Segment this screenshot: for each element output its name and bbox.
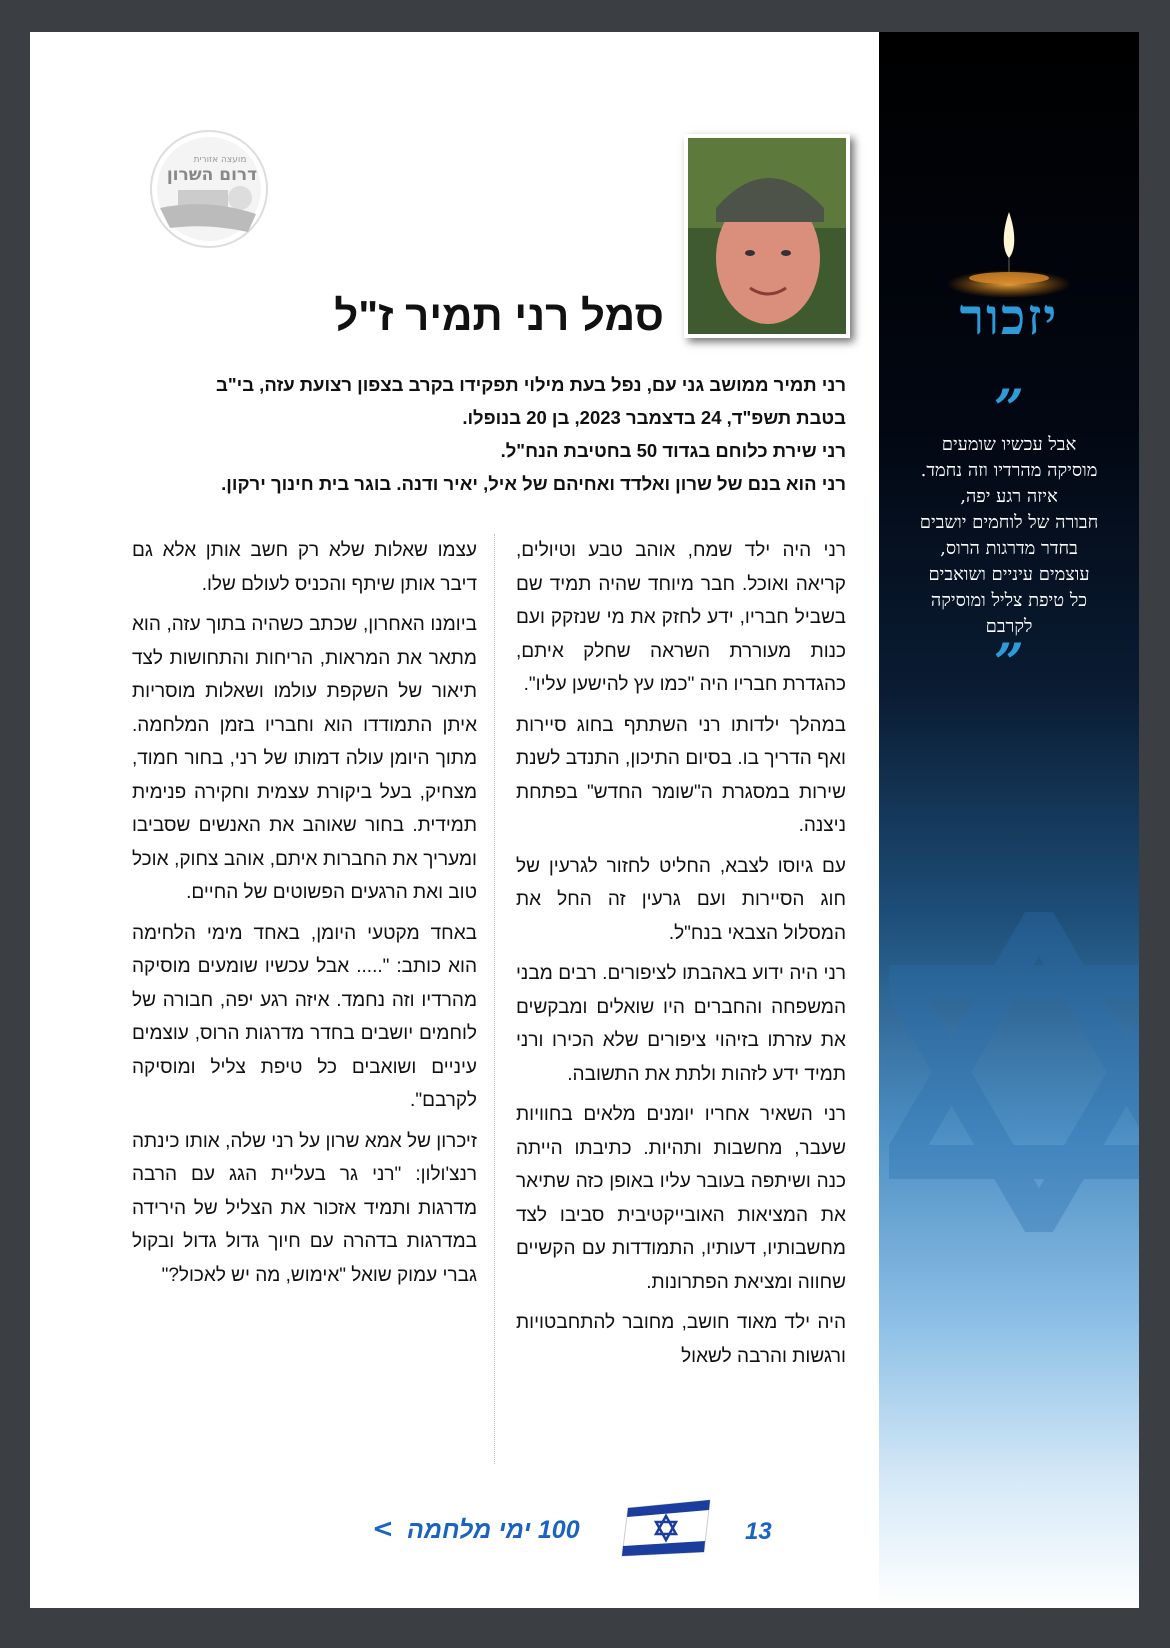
intro-line: רני שירת כלוחם בגדוד 50 בחטיבת הנח"ל. (500, 440, 846, 461)
soldier-photo (684, 134, 850, 338)
page-title: סמל רני תמיר ז"ל (334, 292, 664, 339)
council-logo (148, 128, 270, 250)
yizkor-sidebar (879, 32, 1139, 1608)
article-column-left (132, 534, 477, 1299)
paragraph: רני השאיר אחריו יומנים מלאים בחוויות שעבר, מחשבות ותהיות. כתיבתו הייתה כנה ושיתפה בעובר עליו באופן כזה שתיאר את המציאות האובייקטיבית סביבו לצד מחשבותיו, דעותיו, התמודדות עם הקשיים שחווה ומציאת הפתרונות. (516, 1104, 846, 1293)
quote-line: בחדר מדרגות הרוס, (940, 538, 1078, 559)
quote-line: איזה רגע יפה, (960, 486, 1058, 507)
page-number: 13 (745, 1518, 772, 1545)
memorial-candle-icon (944, 172, 1074, 302)
intro-line: בטבת תשפ"ד, 24 בדצמבר 2023, בן 20 בנופלו. (462, 407, 846, 428)
article-column-right (516, 534, 846, 1380)
quote-open-icon: ” (994, 379, 1024, 440)
quote-close-icon: ” (994, 633, 1024, 694)
paragraph: רני היה ידוע באהבתו לציפורים. רבים מבני המשפחה והחברים היו שואלים ומבקשים את עזרתו בזיהוי ציפורים שלא הכירו ורני תמיד ידע לזהות ולתת את התשובה. (516, 963, 846, 1085)
paragraph: היה ילד מאוד חושב, מחובר להתחבטויות ורגשות והרבה לשאול (516, 1312, 846, 1367)
paragraph: עם גיוסו לצבא, החליט לחזור לגרעין של חוג הסיירות ועם גרעין זה החל את המסלול הצבאי בנח"ל. (516, 855, 846, 944)
star-of-david-icon (889, 912, 1139, 1232)
quote-line: אבל עכשיו שומעים (941, 434, 1077, 455)
quote-line: כל טיפת צליל ומוסיקה (930, 590, 1088, 611)
footer-brand: 100 ימי מלחמה (407, 1516, 580, 1544)
israel-flag-icon (618, 1496, 718, 1560)
paragraph: באחד מקטעי היומן, באחד מימי הלחימה הוא כותב: "..... אבל עכשיו שומעים מוסיקה מהרדיו וזה נחמד. איזה רגע יפה, חבורה של לוחמים יושבים בחדר מדרגות הרוס, עוצמים עיניים ושואבים כל טיפת צליל ומוסיקה לקרבם". (132, 922, 477, 1111)
quote-line: מוסיקה מהרדיו וזה נחמד. (920, 460, 1098, 481)
paragraph: רני היה ילד שמח, אוהב טבע וטיולים, קריאה ואוכל. חבר מיוחד שהיה תמיד שם בשביל חבריו, ידע לחזק את מי שנזקק ועם כנות מעוררת השראה שחלק איתם, כהגדרת חבריו היה "כמו עץ להישען עליו". (516, 540, 846, 695)
paragraph: במהלך ילדותו רני השתתף בחוג סיירות ואף הדריך בו. בסיום התיכון, התנדב לשנת שירות במסגרת ה"שומר החדש" בפתחת ניצנה. (516, 714, 846, 836)
sidebar-quote (885, 432, 1133, 640)
logo-text-top: מועצה אזורית (193, 155, 247, 165)
intro-line: רני תמיר ממושב גני עם, נפל בעת מילוי תפקידו בקרב בצפון רצועת עזה, בי"ב (216, 374, 846, 395)
quote-line: לקרבם (985, 616, 1033, 637)
paragraph: עצמו שאלות שלא רק חשב אותן אלא גם דיבר אותן שיתף והכניס לעולם שלו. (132, 540, 477, 595)
previous-page-arrow[interactable]: < (372, 1514, 394, 1544)
yizkor-title: יזכור (959, 287, 1059, 346)
quote-line: עוצמים עיניים ושואבים (928, 564, 1090, 585)
paragraph: זיכרון של אמא שרון על רני שלה, אותו כינתה רנצ'ולון: "רני גר בעליית הגג עם הרבה מדרגות ותמיד אזכור את הצליל של הירידה במדרגות בדהרה עם חיוך גדול גדול ובקול גברי עמוק שואל "אימוש, מה יש לאכול?" (132, 1130, 477, 1286)
column-divider (494, 534, 495, 1464)
intro-text (146, 368, 846, 500)
intro-line: רני הוא בנם של שרון ואלדד ואחיהם של איל, יאיר ודנה. בוגר בית חינוך ירקון. (221, 473, 846, 494)
paragraph: ביומנו האחרון, שכתב כשהיה בתוך עזה, הוא מתאר את המראות, הריחות והתחושות לצד תיאור של השקפת עולמו ושאלות מוסריות איתן התמודדו הוא וחבריו בזמן המלחמה. מתוך היומן עולה דמותו של רני, בחור חמוד, מצחיק, בעל ביקורת עצמית וחקירה פנימית תמידית. בחור שאוהב את האנשים שסביבו ומעריך את החברות איתם, אוהב צחוק, אוכל טוב ואת הרגעים הפשוטים של החיים. (132, 614, 477, 903)
logo-text-main: דרום השרון (166, 165, 258, 185)
quote-line: חבורה של לוחמים יושבים (919, 512, 1099, 533)
